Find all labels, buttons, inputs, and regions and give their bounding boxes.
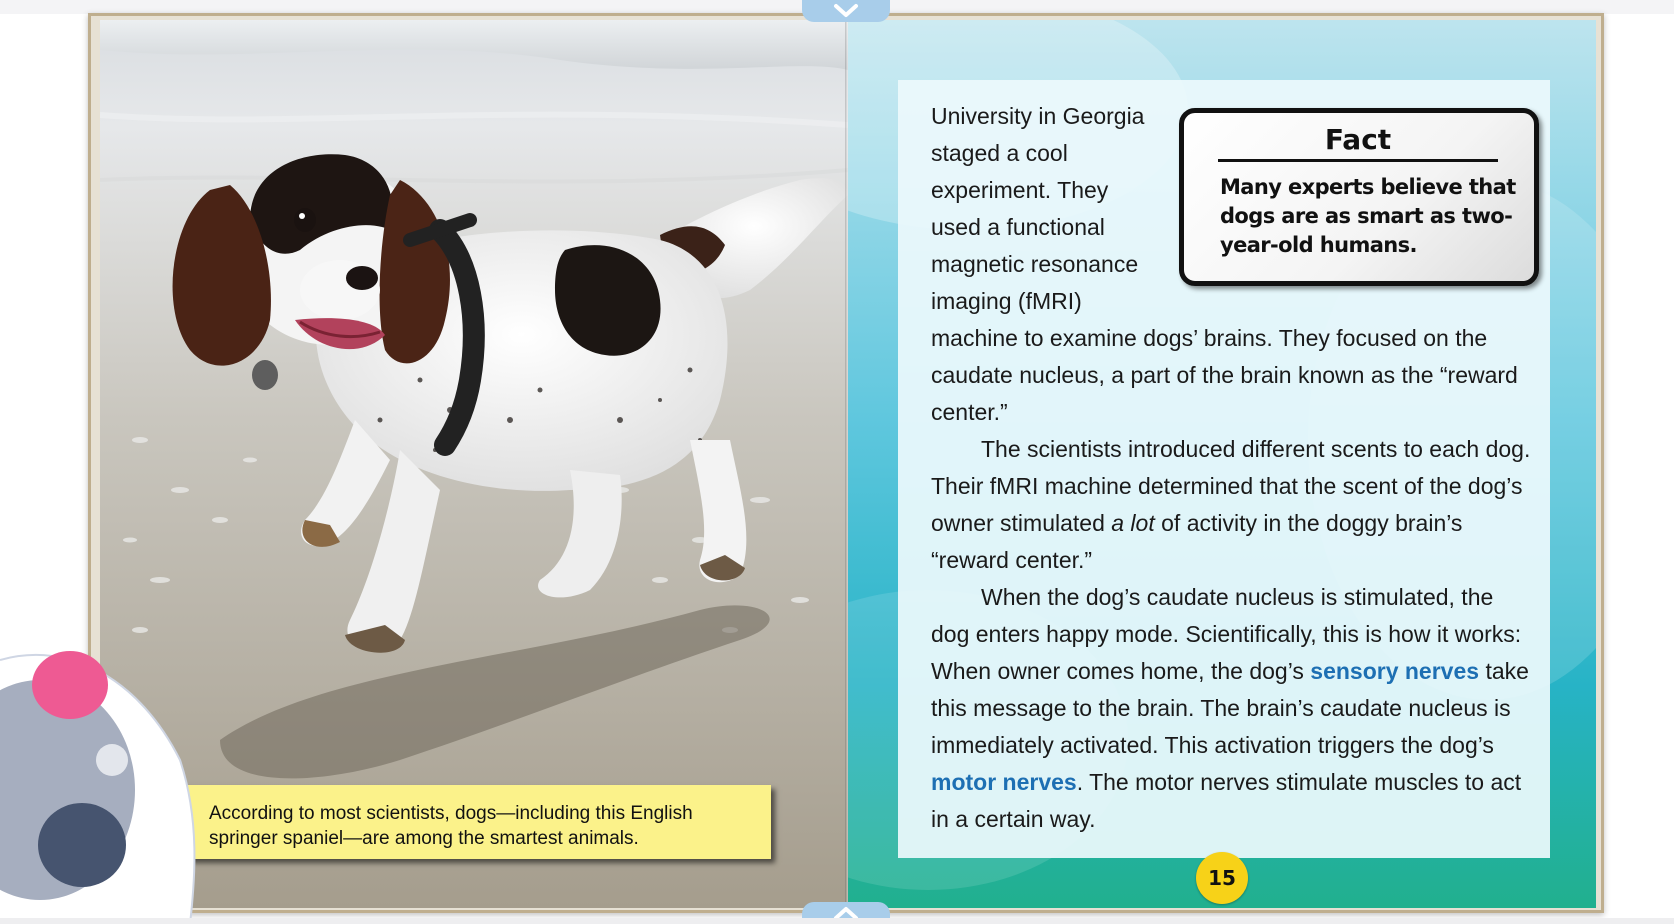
viewer-bottom-bar bbox=[0, 918, 1674, 924]
chevron-down-icon bbox=[831, 3, 861, 19]
right-page-text bbox=[848, 20, 1596, 908]
photo-caption: According to most scientists, dogs—including this English springer spaniel—are among the smartest animals. bbox=[209, 803, 693, 849]
springer-spaniel-photo bbox=[100, 20, 848, 908]
paragraph-2-emphasis: a lot bbox=[1111, 510, 1155, 536]
paragraph-2 bbox=[931, 431, 1531, 579]
previous-page-tab[interactable] bbox=[802, 0, 890, 22]
fact-title: Fact bbox=[1218, 123, 1498, 162]
paragraph-2-text-end: of activity in the doggy brain’s “reward center.” bbox=[931, 510, 1463, 573]
body-text bbox=[931, 98, 1531, 838]
fact-text: Many experts believe that dogs are as smart as two-year-old humans. bbox=[1220, 175, 1516, 257]
fact-box bbox=[1179, 108, 1539, 286]
book-spread bbox=[88, 13, 1604, 913]
paragraph-3-text-end: . The motor nerves stimulate muscles to act in a certain way. bbox=[931, 769, 1522, 832]
photo-caption-box bbox=[171, 785, 771, 859]
glossary-term-motor-nerves[interactable]: motor nerves bbox=[931, 769, 1077, 795]
left-page-photo bbox=[100, 20, 848, 908]
glossary-term-sensory-nerves[interactable]: sensory nerves bbox=[1310, 658, 1480, 684]
paragraph-1: University in Georgia staged a cool experiment. They used a functional magnetic resonance imaging (fMRI) machine to examine dogs’ brains. They focused on the caudate nucleus, a part of the brain known as the “reward center.” bbox=[931, 103, 1518, 425]
corner-decoration bbox=[0, 620, 200, 924]
text-panel bbox=[898, 80, 1550, 858]
paragraph-3 bbox=[931, 579, 1531, 838]
paragraph-2-text: The scientists introduced different scents to each dog. Their fMRI machine determined that the scent of the dog’s owner stimulated bbox=[931, 436, 1531, 536]
paragraph-3-text-middle: take this message to the brain. The brain’s caudate nucleus is immediately activated. This activation triggers the dog’s bbox=[931, 658, 1529, 758]
paragraph-3-text: When the dog’s caudate nucleus is stimulated, the dog enters happy mode. Scientifically, this is how it works: When owner comes home, the dog’s bbox=[931, 584, 1522, 684]
page-number: 15 bbox=[1196, 852, 1248, 904]
